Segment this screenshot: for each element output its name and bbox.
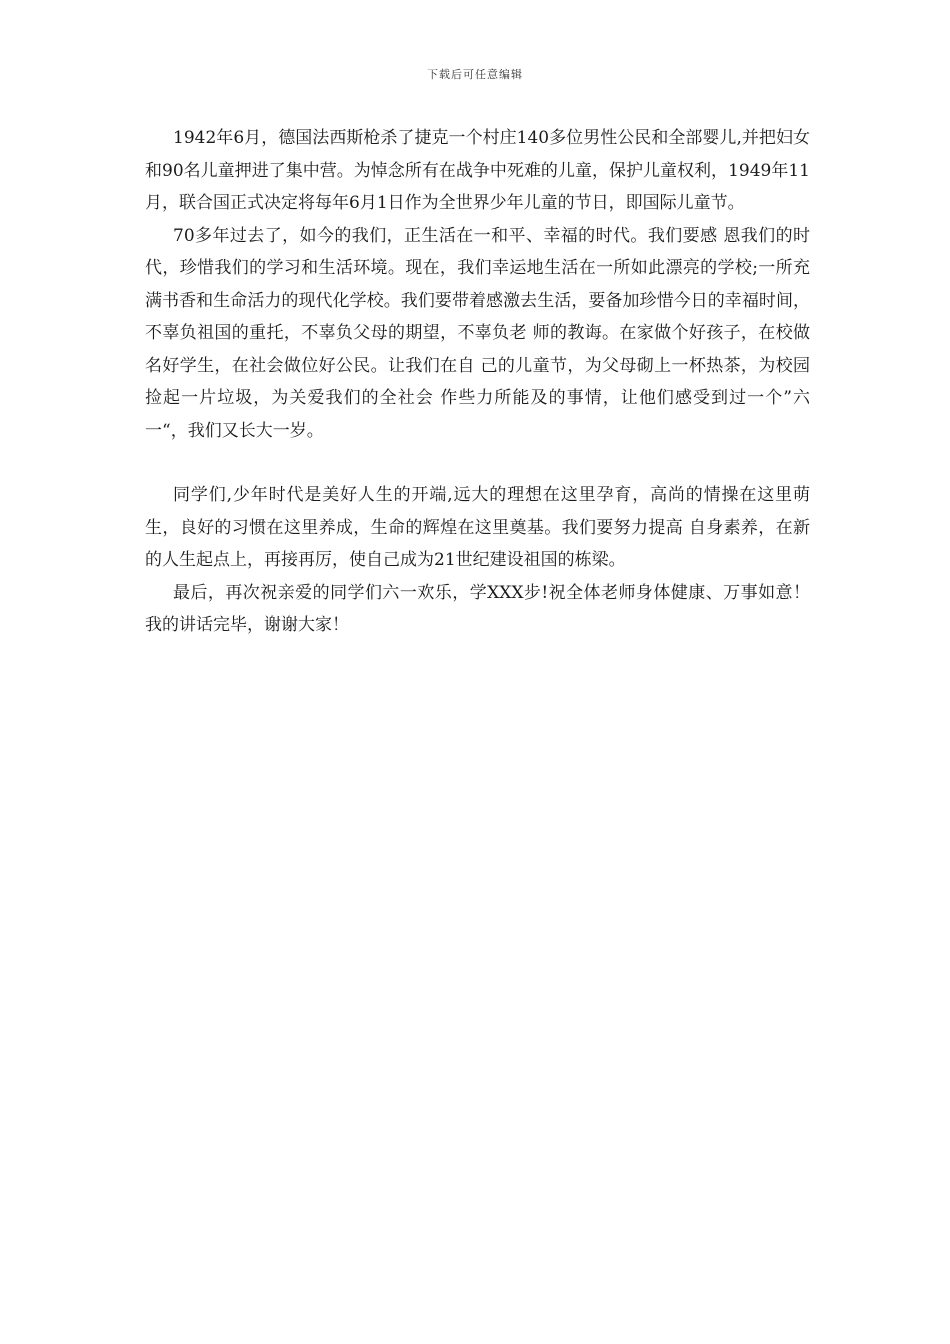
paragraph-history: 1942年6月，德国法西斯枪杀了捷克一个村庄140多位男性公民和全部婴儿,并把妇女和90名儿童押进了集中营。为悼念所有在战争中死难的儿童，保护儿童权利，1949年11月，联合国正式决定将每年6月1日作为全世界少年儿童的节日，即国际儿童节。 [145,128,810,213]
speech-body [145,122,810,642]
paragraph-gratitude: 70多年过去了，如今的我们，正生活在一和平、幸福的时代。我们要感 恩我们的时代，珍惜我们的学习和生活环境。现在，我们幸运地生活在一所如此漂亮的学校;一所充满书香和生命活力的现代化学校。我们要带着感激去生活，要备加珍惜今日的幸福时间，不辜负祖国的重托，不辜负父母的期望，不辜负老 师的教诲。在家做个好孩子，在校做名好学生，在社会做位好公民。让我们在自 己的儿童节，为父母砌上一杯热茶，为校园捡起一片垃圾，为关爱我们的全社会 作些力所能及的事情，让他们感受到过一个”六一“，我们又长大一岁。 [145,225,810,441]
paragraph-closing: 最后，再次祝亲爱的同学们六一欢乐，学XXX步!祝全体老师身体健康、万事如意！ 我的讲话完毕，谢谢大家！ [145,582,810,635]
paragraph-youth: 同学们,少年时代是美好人生的开端,远大的理想在这里孕育，高尚的情操在这里萌生，良好的习惯在这里养成，生命的辉煌在这里奠基。我们要努力提高 自身素养，在新的人生起点上，再接再厉，使自己成为21世纪建设祖国的栋梁。 [145,485,810,570]
header-note: 下载后可任意编辑 [427,68,523,81]
